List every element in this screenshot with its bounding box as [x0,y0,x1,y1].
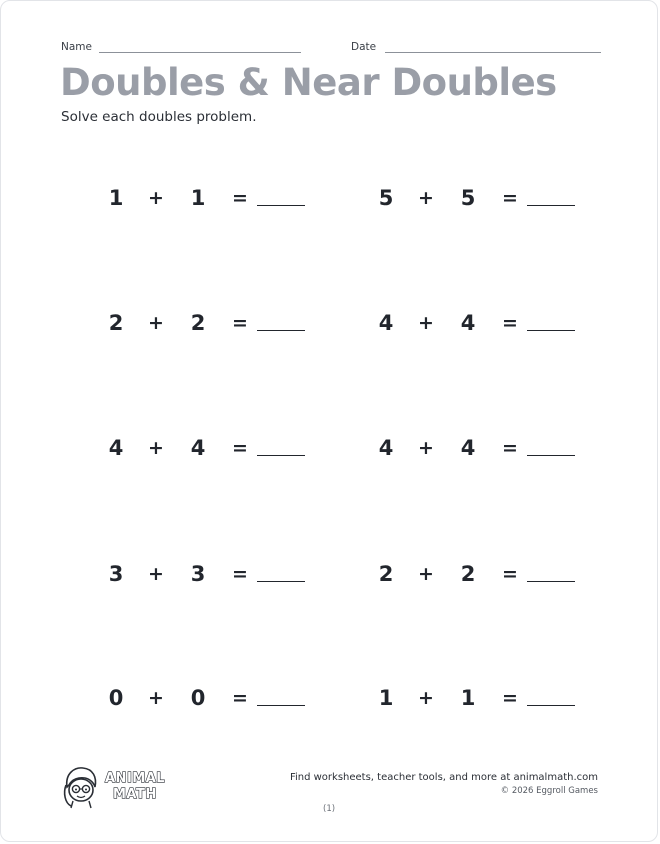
addend-a: 1 [378,686,394,710]
equals-sign: = [232,437,248,459]
date-line[interactable] [385,52,601,53]
logo-word-math: MATH [113,787,157,802]
equals-sign: = [502,437,518,459]
addend-b: 4 [460,436,476,460]
addend-b: 1 [190,186,206,210]
instructions: Solve each doubles problem. [61,109,257,125]
plus-sign: + [418,687,434,709]
problem-6 [377,431,582,465]
problem-7 [107,557,312,591]
answer-blank[interactable] [257,205,305,206]
equals-sign: = [232,187,248,209]
addend-b: 3 [190,562,206,586]
addend-a: 5 [378,186,394,210]
equals-sign: = [502,312,518,334]
answer-blank[interactable] [257,455,305,456]
name-label: Name [61,41,92,53]
answer-blank[interactable] [527,455,575,456]
equals-sign: = [232,563,248,585]
name-line[interactable] [99,52,301,53]
problem-9 [107,681,312,715]
addend-b: 4 [460,311,476,335]
answer-blank[interactable] [527,705,575,706]
addend-b: 0 [190,686,206,710]
footer-copyright: © 2026 Eggroll Games [500,786,598,796]
answer-blank[interactable] [527,581,575,582]
date-label: Date [351,41,377,53]
addend-a: 4 [378,436,394,460]
plus-sign: + [418,312,434,334]
logo-word-animal: ANIMAL [105,771,166,786]
addend-a: 4 [378,311,394,335]
plus-sign: + [148,563,164,585]
answer-blank[interactable] [527,205,575,206]
answer-blank[interactable] [257,705,305,706]
footer-link-text: Find worksheets, teacher tools, and more at animalmath.com [289,772,598,783]
plus-sign: + [418,437,434,459]
answer-blank[interactable] [257,581,305,582]
addend-a: 2 [378,562,394,586]
animal-math-logo [61,765,171,809]
answer-blank[interactable] [527,330,575,331]
problem-4 [377,306,582,340]
problem-2 [377,181,582,215]
cartoon-girl-with-glasses-icon [61,765,101,809]
addend-a: 4 [108,436,124,460]
addend-a: 0 [108,686,124,710]
plus-sign: + [418,563,434,585]
addend-b: 5 [460,186,476,210]
equals-sign: = [232,312,248,334]
addend-b: 2 [460,562,476,586]
problem-5 [107,431,312,465]
addend-b: 1 [460,686,476,710]
answer-blank[interactable] [257,330,305,331]
page-number: (1) [323,804,336,814]
equals-sign: = [232,687,248,709]
problem-10 [377,681,582,715]
addend-b: 2 [190,311,206,335]
plus-sign: + [148,687,164,709]
plus-sign: + [148,187,164,209]
addend-a: 1 [108,186,124,210]
addend-b: 4 [190,436,206,460]
plus-sign: + [418,187,434,209]
problem-8 [377,557,582,591]
addend-a: 3 [108,562,124,586]
plus-sign: + [148,312,164,334]
equals-sign: = [502,687,518,709]
equals-sign: = [502,563,518,585]
page-title: Doubles & Near Doubles [60,61,557,104]
equals-sign: = [502,187,518,209]
plus-sign: + [148,437,164,459]
addend-a: 2 [108,311,124,335]
problem-1 [107,181,312,215]
problem-3 [107,306,312,340]
